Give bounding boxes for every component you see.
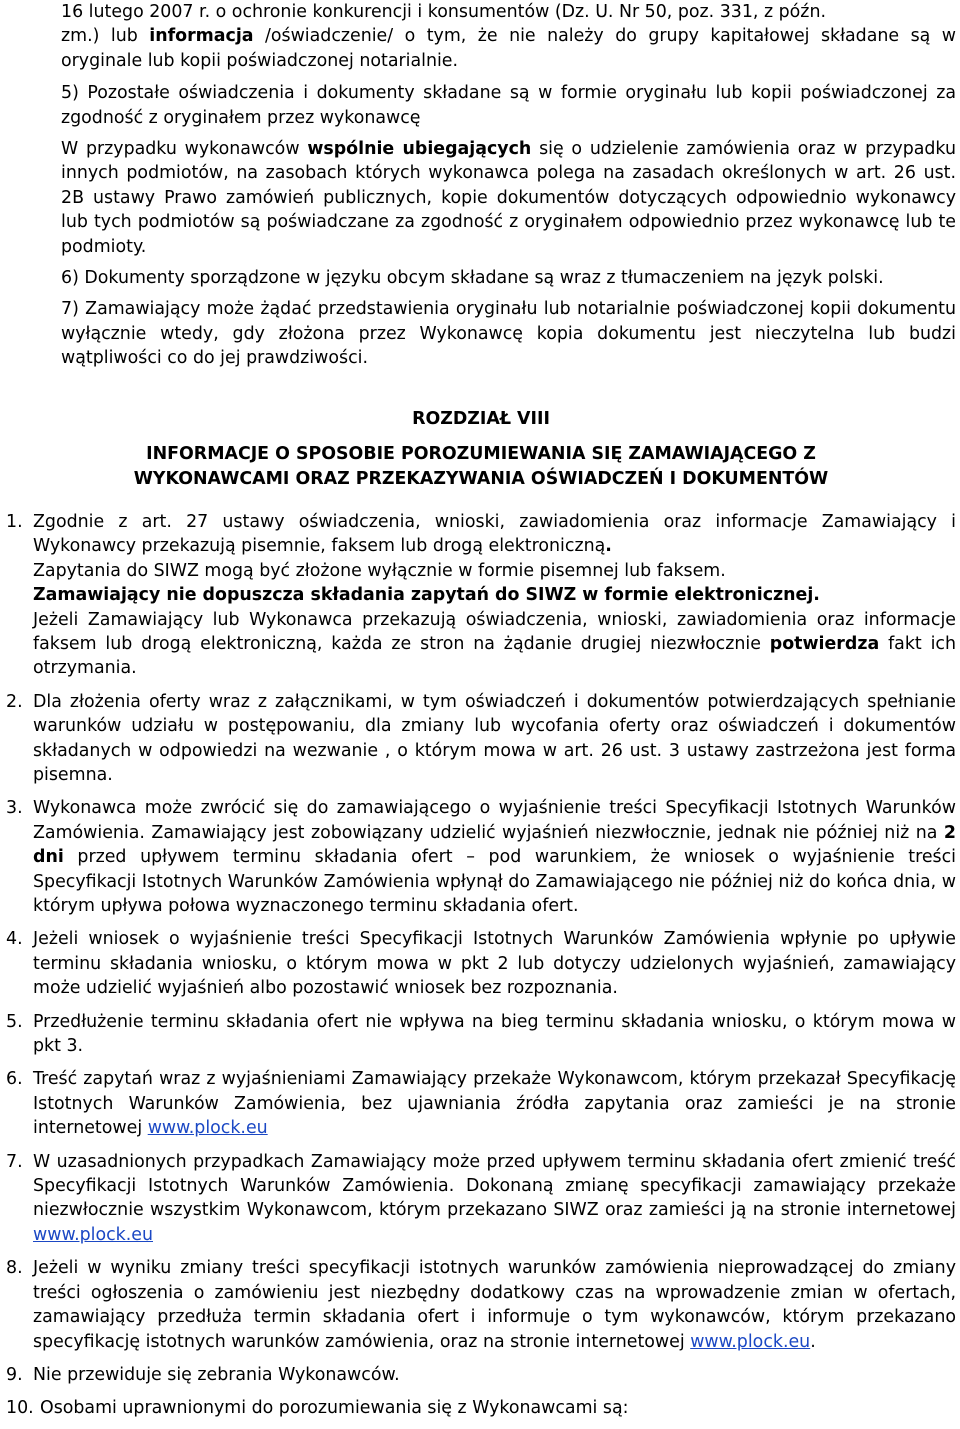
list-number: 7. (6, 1151, 23, 1172)
list-item-2 (6, 690, 956, 788)
list-item-4 (6, 927, 956, 1000)
list-number: 9. (6, 1364, 23, 1385)
list-number: 5. (6, 1011, 23, 1032)
list-number: 1. (6, 511, 23, 532)
list-item-3 (6, 796, 956, 918)
list-item-8 (6, 1256, 956, 1354)
intro-paragraph (61, 0, 956, 73)
list-item-9-text: Nie przewiduje się zebrania Wykonawców. (33, 1364, 400, 1385)
points-block (61, 81, 956, 370)
list-item-7 (6, 1150, 956, 1248)
list-item-8-text: Jeżeli w wyniku zmiany treści specyfikacji istotnych warunków zamówienia nieprowadzącej do zmiany treści ogłoszenia o zamówieniu jest niezbędny dodatkowy czas na wprowadzenie zmian w ofertach, zamawiający przedłuża termin składania ofert i informuje o tym wykonawców, którym przekazano specyfikację istotnych warunków zamówienia, oraz na stronie internetowej www.plock.eu. (33, 1258, 956, 1352)
list-item-6-text: Treść zapytań wraz z wyjaśnieniami Zamawiający przekaże Wykonawcom, którym przekazał Specyfikację Istotnych Warunków Zamówienia, bez ujawniania źródła zapytania oraz zamieści je na stronie internetowej www.plock.eu (33, 1069, 956, 1139)
list-number: 3. (6, 798, 23, 819)
point-5-sub-a: W przypadku wykonawców (61, 139, 308, 160)
list-item-1-c: Zamawiający nie dopuszcza składania zapytań do SIWZ w formie elektronicznej. (33, 585, 820, 606)
section-title-line2: WYKONAWCAMI ORAZ PRZEKAZYWANIA OŚWIADCZEŃ I DOKUMENTÓW (133, 468, 829, 489)
list-item-1-b: Zapytania do SIWZ mogą być złożone wyłącznie w formie pisemnej lub faksem. (33, 560, 726, 581)
list-item-10-text: Osobami uprawnionymi do porozumiewania się z Wykonawcami są: (40, 1398, 629, 1419)
list-item-5-text: Przedłużenie terminu składania ofert nie wpływa na bieg terminu składania wniosku, o którym mowa w pkt 3. (33, 1011, 956, 1057)
website-link[interactable]: www.plock.eu (147, 1118, 268, 1139)
intro-rest-bold: informacja (149, 26, 254, 47)
numbered-list (6, 510, 956, 1421)
list-number: 4. (6, 929, 23, 950)
point-5-sub (61, 137, 956, 259)
chapter-heading: ROZDZIAŁ VIII (412, 408, 550, 429)
point-7: 7) Zamawiający może żądać przedstawienia oryginału lub notarialnie poświadczonej kopii dokumentu wyłącznie wtedy, gdy złożona przez Wykonawcę kopia dokumentu jest nieczytelna lub budzi wątpliwości co do jej prawdziwości. (61, 299, 956, 369)
list-number: 2. (6, 691, 23, 712)
intro-rest (61, 24, 956, 73)
list-item-1 (6, 510, 956, 681)
point-5-sub-b: się o udzielenie zamówienia oraz w przypadku innych podmiotów, na zasobach których wykonawca polega na zasadach określonych w art. 26 ust. 2B ustawy Prawo zamówień publicznych, kopie dokumentów dotyczących odpowiednio wykonawcy lub tych podmiotów są poświadczane za zgodność z oryginałem odpowiednio przez wykonawcę lub te podmioty. (61, 139, 956, 257)
list-item-3-text: Wykonawca może zwrócić się do zamawiającego o wyjaśnienie treści Specyfikacji Istotnych Warunków Zamówienia. Zamawiający jest zobowiązany udzielić wyjaśnień niezwłocznie, jednak nie później niż na 2 dni przed upływem terminu składania ofert – pod warunkiem, że wniosek o wyjaśnienie treści Specyfikacji Istotnych Warunków Zamówienia wpłynął do Zamawiającego nie później niż do końca dnia, w którym upływa połowa wyznaczonego terminu składania ofert. (33, 798, 956, 916)
website-link[interactable]: www.plock.eu (33, 1224, 153, 1245)
list-number: 6. (6, 1069, 23, 1090)
point-5-sub-bold: wspólnie ubiegających (307, 139, 532, 160)
website-link[interactable]: www.plock.eu (690, 1331, 811, 1352)
list-item-4-text: Jeżeli wniosek o wyjaśnienie treści Specyfikacji Istotnych Warunków Zamówienia wpłynie po upływie terminu składania wniosku, o którym mowa w pkt 2 lub dotyczy udzielonych wyjaśnień, zamawiający może udzielić wyjaśnień albo pozostawić wniosek bez rozpoznania. (33, 929, 956, 999)
list-item-5 (6, 1010, 956, 1059)
list-item-10 (6, 1396, 956, 1420)
list-item-1-a: Zgodnie z art. 27 ustawy oświadczenia, wnioski, zawiadomienia oraz informacje Zamawiający i Wykonawcy przekazują pisemnie, faksem lub drogą elektroniczną. (33, 511, 956, 557)
list-number: 8. (6, 1258, 23, 1279)
point-6: 6) Dokumenty sporządzone w języku obcym składane są wraz z tłumaczeniem na język polski. (61, 268, 884, 289)
list-item-6 (6, 1067, 956, 1140)
list-number: 10. (6, 1398, 34, 1419)
section-title-line1: INFORMACJE O SPOSOBIE POROZUMIEWANIA SIĘ ZAMAWIAJĄCEGO Z (146, 444, 816, 465)
list-item-9 (6, 1363, 956, 1387)
point-5: 5) Pozostałe oświadczenia i dokumenty składane są w formie oryginału lub kopii poświadczonej za zgodność z oryginałem przez wykonawcę (61, 83, 956, 128)
list-item-7-text: W uzasadnionych przypadkach Zamawiający może przed upływem terminu składania ofert zmienić treść Specyfikacji Istotnych Warunków Zamówienia. Dokonaną zmianę specyfikacji zamawiający przekaże niezwłocznie wszystkim Wykonawcom, którym przekazano SIWZ oraz zamieści ją na stronie internetowej www.plock.eu (33, 1151, 956, 1245)
intro-rest-a: zm.) lub (61, 26, 150, 47)
list-item-2-text: Dla złożenia oferty wraz z załącznikami, w tym oświadczeń i dokumentów potwierdzających spełnianie warunków udziału w postępowaniu, dla zmiany lub wycofania oferty oraz oświadczeń i dokumentów składanych w odpowiedzi na wezwanie , o którym mowa w art. 26 ust. 3 ustawy zastrzeżona jest forma pisemna. (33, 691, 956, 785)
intro-rest-b: /oświadczenie/ o tym, że nie należy do grupy kapitałowej składane są w oryginale lub kopii poświadczonej notarialnie. (61, 26, 956, 71)
list-item-1-d: Jeżeli Zamawiający lub Wykonawca przekazują oświadczenia, wnioski, zawiadomienia oraz informacje faksem lub drogą elektroniczną, każda ze stron na żądanie drugiej niezwłocznie potwierdza fakt ich otrzymania. (33, 609, 957, 679)
intro-line1: 16 lutego 2007 r. o ochronie konkurencji i konsumentów (Dz. U. Nr 50, poz. 331, z późn. (61, 2, 826, 22)
